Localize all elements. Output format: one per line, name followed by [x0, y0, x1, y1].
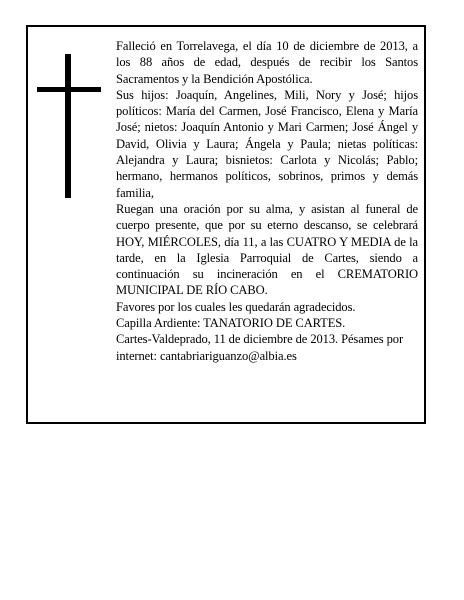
cross-vertical-bar [65, 54, 71, 198]
cross-icon [37, 54, 101, 198]
chapel-line: Capilla Ardiente: TANATORIO DE CARTES. [116, 316, 346, 331]
funeral-details: Ruegan una oración por su alma, y asistan al funeral de cuerpo presente, que por su eterno descanso, se celebrará HOY, MIÉRCOLES, día 11, a las CUATRO Y MEDIA de la tarde, en la Iglesia Parroquial de Cartes, siendo a continuación su incineración en el CREMATORIO MUNICIPAL DE RÍO CABO. [116, 201, 418, 298]
cross-horizontal-bar [37, 87, 101, 92]
place-date-condolences: Cartes-Valdeprado, 11 de diciembre de 2013. Pésames por internet: cantabriariguanzo@albia.es [116, 332, 404, 363]
family-list: Sus hijos: Joaquín, Angelines, Mili, Nory y José; hijos políticos: María del Carmen, José Francisco, Elena y María José; nietos: Joaquín Antonio y Mari Carmen; José Ángel y David, Olivia y Laura; Ángela y Paula; nietas políticas: Alejandra y Laura; bisnietos: Carlota y Nicolás; Pablo; hermano, hermanos políticos, sobrinos, primos y demás familia, [116, 87, 418, 200]
death-announcement: Falleció en Torrelavega, el día 10 de diciembre de 2013, a los 88 años de edad, después de recibir los Santos Sacramentos y la Bendición Apostólica. [116, 39, 418, 86]
gratitude-line: Favores por los cuales les quedarán agradecidos. [116, 299, 356, 314]
obituary-text [116, 38, 418, 364]
